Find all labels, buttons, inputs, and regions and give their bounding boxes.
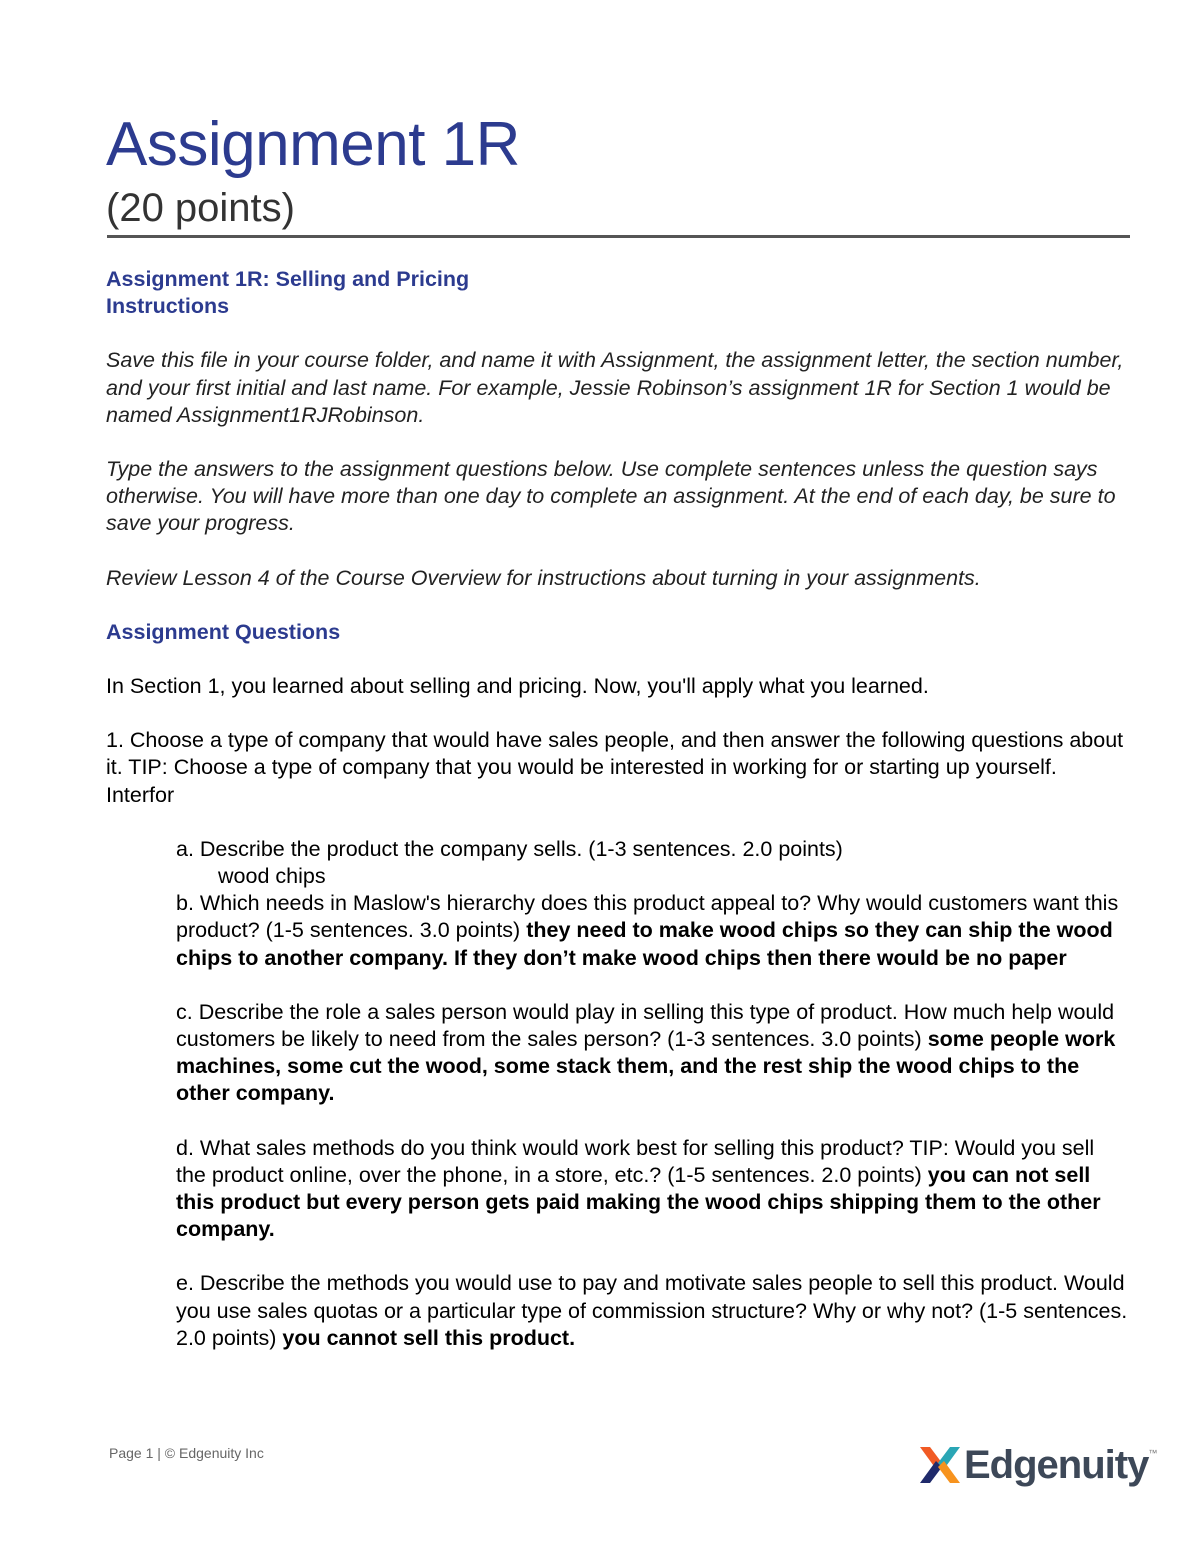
- section-heading: Assignment 1R: Selling and Pricing: [106, 267, 470, 291]
- question-1a-answer: wood chips: [218, 864, 326, 889]
- question-1b-prompt: b. Which needs in Maslow's hierarchy does this product appeal to? Why would customers want this product? (1-5 sentences. 3.0 points): [176, 891, 1119, 943]
- question-1d-answer: you can not sell this product but every person gets paid making the wood chips shipping them to the other company.: [176, 1162, 1101, 1242]
- question-1a-prompt: a. Describe the product the company sells. (1-3 sentences. 2.0 points): [176, 836, 843, 861]
- points-subtitle: (20 points): [106, 186, 295, 230]
- question-1-parts: [106, 836, 1130, 1352]
- logo-trademark: ™: [1148, 1448, 1158, 1458]
- title-divider: [107, 235, 1130, 238]
- question-1d-prompt: d. What sales methods do you think would work best for selling this product? TIP: Would you sell the product online, over the phone, in a store, etc.? (1-5 sentences. 2.0 points): [176, 1135, 1095, 1187]
- document-body: [106, 266, 1130, 1352]
- instruction-paragraph-2: Type the answers to the assignment questions below. Use complete sentences unless the question says otherwise. You will have more than one day to complete an assignment. At the end of each day, be sure to save your progress.: [106, 457, 1116, 536]
- page-footer: Page 1 | © Edgenuity Inc: [109, 1445, 264, 1461]
- question-1b-answer: they need to make wood chips so they can ship the wood chips to another company. If they don’t make wood chips then there would be no paper: [176, 918, 1113, 970]
- question-1d: [176, 1135, 1130, 1244]
- question-1: 1. Choose a type of company that would have sales people, and then answer the following questions about it. TIP: Choose a type of company that you would be interested in working for or starting up yourself. Interfor: [106, 728, 1124, 807]
- question-1e: [176, 1270, 1130, 1352]
- question-1c: [176, 999, 1130, 1108]
- question-1b: [176, 890, 1130, 972]
- question-1e-answer: you cannot sell this product.: [282, 1325, 576, 1350]
- edgenuity-x-icon: [918, 1443, 962, 1487]
- logo-wordmark: Edgenuity: [964, 1443, 1149, 1487]
- question-1c-answer: some people work machines, some cut the wood, some stack them, and the rest ship the wood chips to the other company.: [176, 1027, 1116, 1106]
- question-1e-prompt: e. Describe the methods you would use to pay and motivate sales people to sell this product. Would you use sales quotas or a particular type of commission structure? Why or why not? (1-5 sentences. 2.0 points): [176, 1271, 1128, 1350]
- page-title: Assignment 1R: [106, 110, 520, 179]
- edgenuity-logo: [918, 1440, 1157, 1490]
- instruction-paragraph-1: Save this file in your course folder, and name it with Assignment, the assignment letter, the section number, and your first initial and last name. For example, Jessie Robinson’s assignment 1R for Section 1 would be named Assignment1RJRobinson.: [106, 348, 1124, 427]
- question-1c-prompt: c. Describe the role a sales person would play in selling this type of product. How much help would customers be likely to need from the sales person? (1-3 sentences. 3.0 points): [176, 999, 1115, 1052]
- questions-intro: In Section 1, you learned about selling and pricing. Now, you'll apply what you learned.: [106, 674, 929, 699]
- instruction-paragraph-3: Review Lesson 4 of the Course Overview for instructions about turning in your assignments.: [106, 565, 981, 590]
- questions-heading: Assignment Questions: [106, 619, 341, 644]
- instructions-heading: Instructions: [106, 294, 230, 319]
